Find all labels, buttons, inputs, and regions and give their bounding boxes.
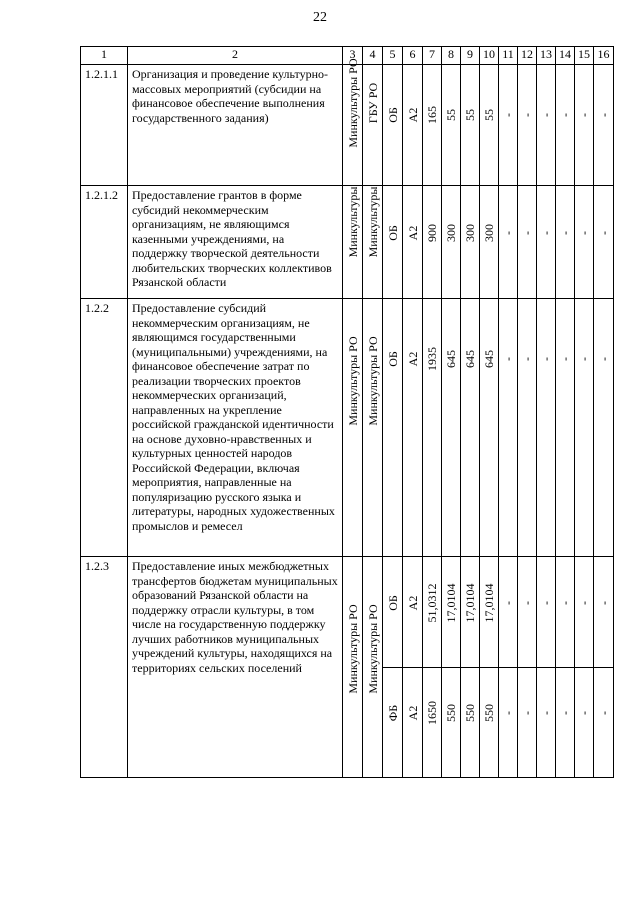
co-executor xyxy=(363,65,383,186)
value-cell xyxy=(461,186,480,299)
cell-value: - xyxy=(501,711,515,716)
value-cell xyxy=(556,186,575,299)
value-cell xyxy=(383,186,403,299)
value-cell xyxy=(537,557,556,778)
value-cell xyxy=(403,186,423,299)
value-cell xyxy=(575,299,594,557)
line-divider xyxy=(442,667,460,668)
value-cell xyxy=(442,186,461,299)
page-number: 22 xyxy=(313,10,327,25)
cell-text: Минкультуры РО xyxy=(345,604,360,695)
col-header: 9 xyxy=(461,47,480,65)
col-header: 15 xyxy=(575,47,594,65)
line-divider xyxy=(403,667,422,668)
value-cell xyxy=(518,65,537,186)
cell-value: - xyxy=(558,113,572,118)
cell-value: - xyxy=(577,601,591,606)
value-cell xyxy=(518,186,537,299)
cell-value: 55 xyxy=(482,109,496,122)
table-row xyxy=(81,65,614,186)
cell-value: ОБ xyxy=(385,595,400,611)
value-cell xyxy=(499,65,518,186)
row-description: Предоставление грантов в форме субсидий некоммерческим организациям, не являющимся казенными учреждениями, на поддержку творческой деятельности любительских творческих коллективов Рязанской области xyxy=(128,186,343,299)
value-cell xyxy=(499,557,518,778)
cell-value: - xyxy=(501,113,515,118)
cell-text: ГБУ РО xyxy=(365,83,380,124)
line-divider xyxy=(461,667,479,668)
responsible-executor xyxy=(343,557,363,778)
value-cell xyxy=(423,557,442,778)
value-cell xyxy=(423,186,442,299)
cell-value: 645 xyxy=(444,350,458,368)
value-cell xyxy=(480,186,499,299)
value-cell xyxy=(518,299,537,557)
value-cell xyxy=(461,65,480,186)
value-cell xyxy=(556,557,575,778)
col-header: 5 xyxy=(383,47,403,65)
value-cell xyxy=(480,557,499,778)
cell-value: - xyxy=(577,231,591,236)
row-code: 1.2.2 xyxy=(81,299,128,557)
cell-value: А2 xyxy=(405,225,420,241)
col-header: 2 xyxy=(128,47,343,65)
value-cell xyxy=(461,557,480,778)
cell-value: - xyxy=(501,357,515,361)
line-divider xyxy=(423,667,441,668)
cell-text: Минкультуры РО xyxy=(345,336,360,426)
cell-value: - xyxy=(501,601,515,606)
table-row xyxy=(81,557,614,778)
value-cell xyxy=(442,299,461,557)
value-cell xyxy=(537,186,556,299)
value-cell xyxy=(594,299,614,557)
cell-value: - xyxy=(596,113,611,118)
line-divider xyxy=(594,667,613,668)
col-header: 7 xyxy=(423,47,442,65)
col-header: 12 xyxy=(518,47,537,65)
table-row xyxy=(81,186,614,299)
value-cell xyxy=(423,65,442,186)
co-executor xyxy=(363,299,383,557)
row-description: Организация и проведение культурно-массовых мероприятий (субсидии на финансовое обеспечение выполнения государственного задания) xyxy=(128,65,343,186)
cell-value: А2 xyxy=(405,108,420,123)
responsible-executor xyxy=(343,299,363,557)
cell-value: - xyxy=(558,231,572,236)
responsible-executor xyxy=(343,186,363,299)
cell-value: 300 xyxy=(444,224,458,243)
cell-text: Минкультуры РО xyxy=(365,604,380,695)
cell-value: 17,0104 xyxy=(444,583,458,623)
cell-value: ОБ xyxy=(385,225,400,241)
cell-value: - xyxy=(501,231,515,236)
cell-value: 17,0104 xyxy=(463,583,477,623)
co-executor xyxy=(363,186,383,299)
cell-text: Минкультуры РО xyxy=(365,336,380,426)
cell-value: А2 xyxy=(405,595,420,611)
cell-value: 550 xyxy=(463,704,477,723)
value-cell xyxy=(537,65,556,186)
value-cell xyxy=(442,557,461,778)
value-cell xyxy=(556,299,575,557)
cell-value: - xyxy=(558,357,572,361)
cell-value: - xyxy=(539,711,553,716)
value-cell xyxy=(575,557,594,778)
value-cell xyxy=(480,299,499,557)
col-header: 14 xyxy=(556,47,575,65)
col-header: 8 xyxy=(442,47,461,65)
cell-value: - xyxy=(539,113,553,118)
value-cell xyxy=(383,299,403,557)
cell-value: 550 xyxy=(482,704,496,723)
cell-text: Минкультуры xyxy=(365,186,380,258)
row-code: 1.2.1.1 xyxy=(81,65,128,186)
line-divider xyxy=(383,667,402,668)
value-cell xyxy=(383,557,403,778)
co-executor xyxy=(363,557,383,778)
value-cell xyxy=(594,186,614,299)
cell-value: 1650 xyxy=(425,701,439,726)
value-cell xyxy=(499,186,518,299)
value-cell xyxy=(442,65,461,186)
cell-value: 55 xyxy=(444,109,458,122)
value-cell xyxy=(499,299,518,557)
cell-value: - xyxy=(577,357,591,361)
cell-value: А2 xyxy=(405,351,420,367)
value-cell xyxy=(594,557,614,778)
col-header: 1 xyxy=(81,47,128,65)
value-cell xyxy=(575,186,594,299)
line-divider xyxy=(537,667,555,668)
row-description: Предоставление субсидий некоммерческим организациям, не являющимся государственными (муниципальными) учреждениями, на финансовое обеспечение затрат по реализации творческих проектов некоммерческих организаций, направленных на укрепление российской гражданской идентичности на основе духовно-нравственных и культурных ценностей народов Российской Федерации, включая мероприятия, направленные на популяризацию русского языка и литературы, народных художественных промыслов и ремесел xyxy=(128,299,343,557)
cell-value: - xyxy=(539,357,553,361)
col-header: 3 xyxy=(343,47,363,65)
cell-value: 51,0312 xyxy=(425,583,439,623)
row-code: 1.2.3 xyxy=(81,557,128,778)
cell-value: - xyxy=(520,231,534,236)
line-divider xyxy=(480,667,498,668)
cell-value: 300 xyxy=(482,224,496,243)
cell-value: - xyxy=(520,113,534,118)
program-table xyxy=(80,46,614,778)
cell-value: 55 xyxy=(463,109,477,122)
cell-value: - xyxy=(539,601,553,606)
cell-value: - xyxy=(577,711,591,716)
value-cell xyxy=(423,299,442,557)
cell-value: - xyxy=(596,357,611,361)
col-header: 10 xyxy=(480,47,499,65)
col-header: 6 xyxy=(403,47,423,65)
cell-value: 900 xyxy=(425,224,439,243)
cell-value: ФБ xyxy=(385,705,400,722)
value-cell xyxy=(383,65,403,186)
line-divider xyxy=(518,667,536,668)
table-row xyxy=(81,299,614,557)
value-cell xyxy=(480,65,499,186)
cell-value: 1935 xyxy=(425,347,439,371)
cell-value: - xyxy=(520,711,534,716)
cell-value: - xyxy=(596,231,611,236)
cell-value: ОБ xyxy=(385,351,400,367)
col-header: 11 xyxy=(499,47,518,65)
line-divider xyxy=(499,667,517,668)
col-header: 16 xyxy=(594,47,614,65)
cell-value: 645 xyxy=(463,350,477,368)
cell-value: - xyxy=(520,601,534,606)
cell-value: 17,0104 xyxy=(482,583,496,623)
cell-value: - xyxy=(596,601,611,606)
row-description: Предоставление иных межбюджетных трансфертов бюджетам муниципальных образований Рязанской области на поддержку отрасли культуры, в том числе на государственную поддержку лучших работников муниципальных учреждений культуры, находящихся на территориях сельских поселений xyxy=(128,557,343,778)
value-cell xyxy=(403,299,423,557)
cell-value: 550 xyxy=(444,704,458,723)
line-divider xyxy=(575,667,593,668)
cell-value: 645 xyxy=(482,350,496,368)
value-cell xyxy=(461,299,480,557)
cell-value: - xyxy=(558,711,572,716)
cell-text: Минкультуры РО xyxy=(345,58,360,149)
cell-text: Минкультуры xyxy=(345,186,360,258)
line-divider xyxy=(556,667,574,668)
value-cell xyxy=(403,557,423,778)
row-code: 1.2.1.2 xyxy=(81,186,128,299)
cell-value: - xyxy=(558,601,572,606)
cell-value: - xyxy=(539,231,553,236)
col-header: 4 xyxy=(363,47,383,65)
value-cell xyxy=(537,299,556,557)
value-cell xyxy=(556,65,575,186)
value-cell xyxy=(594,65,614,186)
cell-value: А2 xyxy=(405,705,420,721)
cell-value: 300 xyxy=(463,224,477,243)
cell-value: 165 xyxy=(425,106,439,125)
cell-value: - xyxy=(596,711,611,716)
responsible-executor xyxy=(343,58,363,186)
col-header: 13 xyxy=(537,47,556,65)
value-cell xyxy=(518,557,537,778)
cell-value: - xyxy=(520,357,534,361)
value-cell xyxy=(575,65,594,186)
cell-value: ОБ xyxy=(385,107,400,124)
cell-value: - xyxy=(577,113,591,118)
value-cell xyxy=(403,65,423,186)
